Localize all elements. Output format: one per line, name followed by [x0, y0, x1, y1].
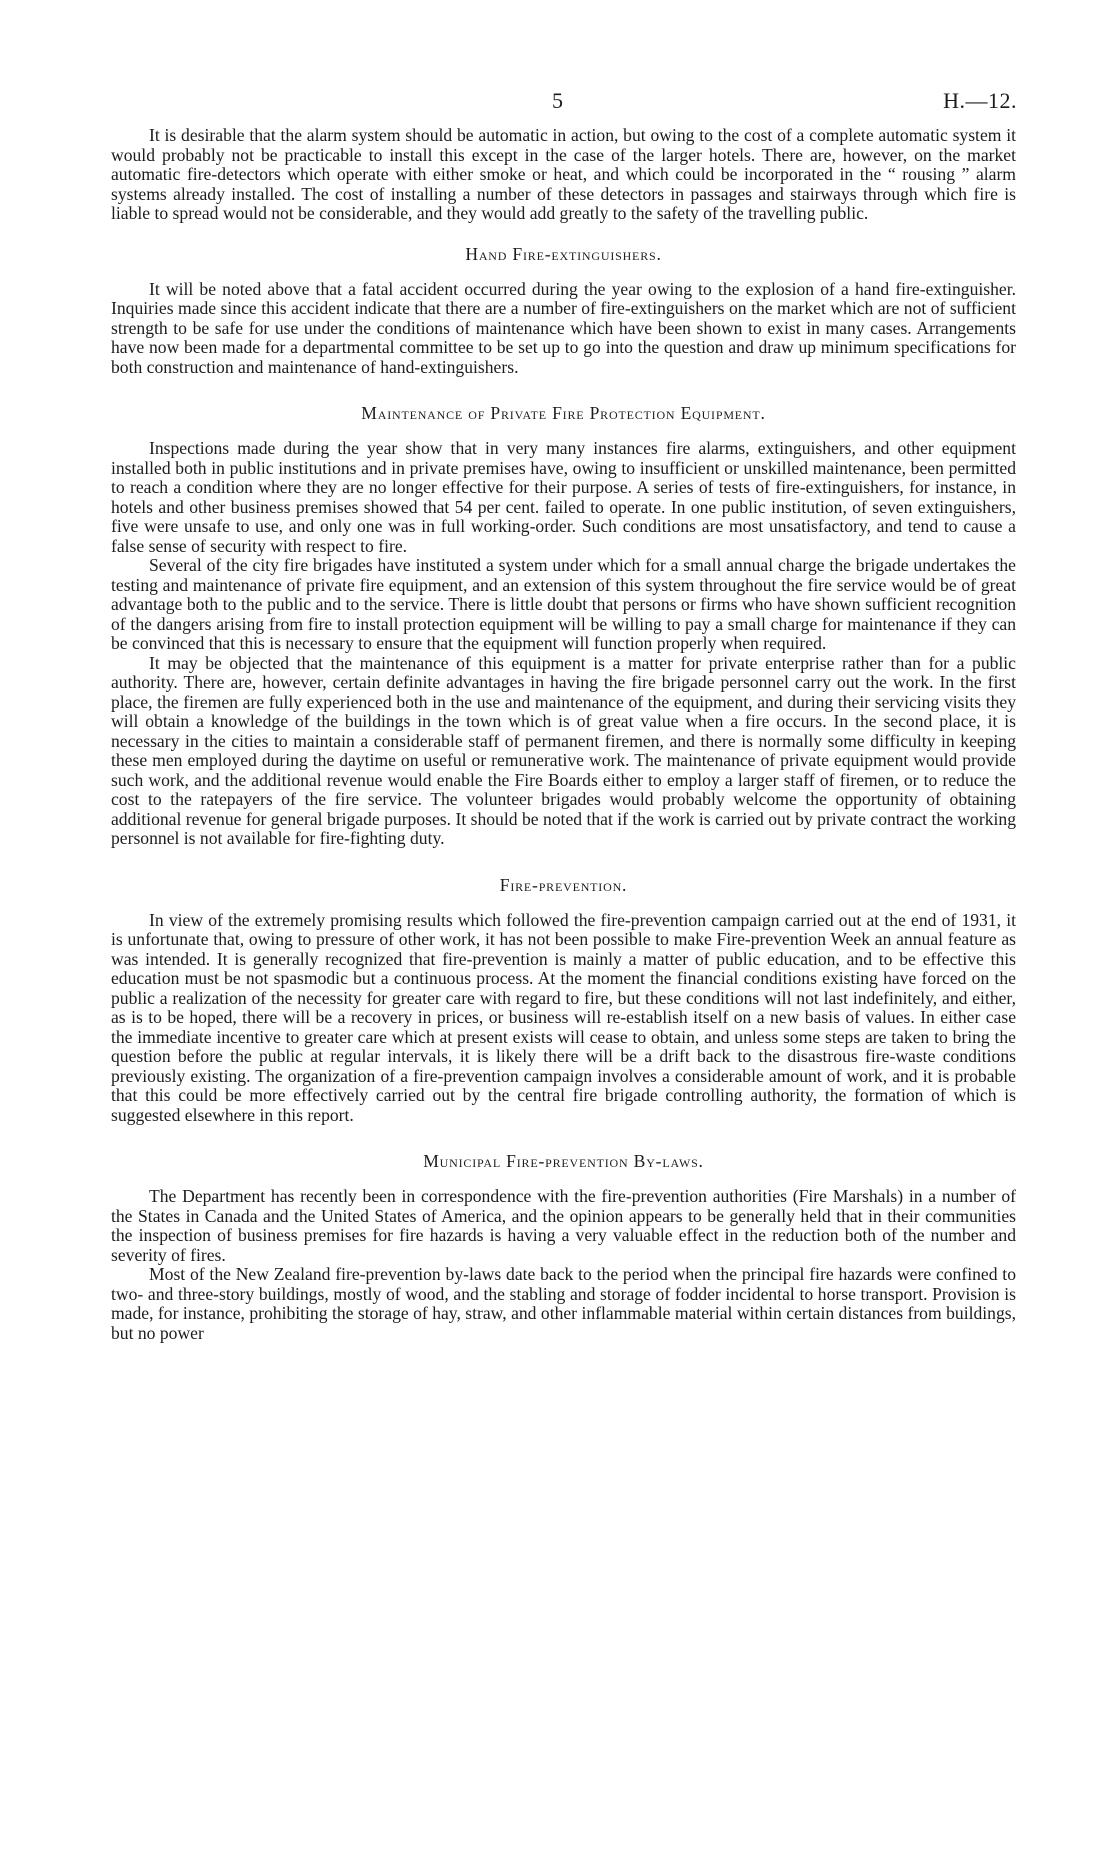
- document-page: [111, 88, 1016, 1343]
- section-hand-fire-extinguishers: [111, 244, 1016, 378]
- paragraph: In view of the extremely promising results which followed the fire-prevention campaign carried out at the end of 1931, it is unfortunate that, owing to pressure of other work, it has not been possible to make Fire-prevention Week an annual feature as was intended. It is generally recognized that fire-prevention is mainly a matter of public education, and to be effective this education must be not spasmodic but a continuous process. At the moment the financial conditions existing have forced on the public a realization of the necessity for greater care with regard to fire, but these conditions will not last indefinitely, and either, as is to be hoped, there will be a recovery in prices, or business will re-establish itself on a new basis of values. In either case the immediate incentive to greater care which at present exists will cease to obtain, and unless some steps are taken to bring the question before the public at regular intervals, it is likely there will be a drift back to the disastrous fire-waste conditions previously existing. The organization of a fire-prevention campaign involves a considerable amount of work, and it is probable that this could be more effectively carried out by the central fire brigade controlling authority, the formation of which is suggested elsewhere in this report.: [111, 909, 1016, 1125]
- section-alarm-systems: [111, 126, 1016, 224]
- page-header: [111, 88, 1016, 126]
- paragraph: Several of the city fire brigades have instituted a system under which for a small annual charge the brigade undertakes the testing and maintenance of private fire equipment, and an extension of this system throughout the fire service would be of great advantage both to the public and to the service. There is little doubt that persons or firms who have shown sufficient recognition of the dangers arising from fire to install protection equipment will be willing to pay a small charge for maintenance if they can be convinced that this is necessary to ensure that the equipment will function properly when required.: [111, 555, 1016, 653]
- section-municipal-by-laws: [111, 1151, 1016, 1343]
- section-fire-prevention: [111, 875, 1016, 1126]
- paragraph: The Department has recently been in correspondence with the fire-prevention authorities (Fire Marshals) in a number of the States in Canada and the United States of America, and the opinion appears to be generally held that in their communities the inspection of business premises for fire hazards is having a very valuable effect in the reduction both of the number and severity of fires.: [111, 1186, 1016, 1265]
- section-heading: Fire-prevention.: [499, 874, 628, 895]
- paragraph: It will be noted above that a fatal accident occurred during the year owing to the explosion of a hand fire-extinguisher. Inquiries made since this accident indicate that there are a number of fire-extinguishers on the market which are not of sufficient strength to be safe for use under the conditions of maintenance which have been shown to exist in many cases. Arrangements have now been made for a departmental committee to be set up to go into the question and draw up minimum specifications for both construction and maintenance of hand-extinguishers.: [111, 278, 1016, 377]
- paragraph: Most of the New Zealand fire-prevention by-laws date back to the period when the principal fire hazards were confined to two- and three-story buildings, mostly of wood, and the stabling and storage of fodder incidental to horse transport. Provision is made, for instance, prohibiting the storage of hay, straw, and other inflammable material within certain distances from buildings, but no power: [111, 1264, 1016, 1343]
- paragraph: It may be objected that the maintenance of this equipment is a matter for private enterprise rather than for a public authority. There are, however, certain definite advantages in having the fire brigade personnel carry out the work. In the first place, the firemen are fully experienced both in the use and maintenance of the equipment, and during their servicing visits they will obtain a knowledge of the buildings in the town which is of great value when a fire occurs. In the second place, it is necessary in the cities to maintain a considerable staff of permanent firemen, and there is normally some difficulty in keeping these men employed during the daytime on useful or remunerative work. The maintenance of private equipment would provide such work, and the additional revenue would enable the Fire Boards either to employ a larger staff of firemen, or to reduce the cost to the ratepayers of the fire service. The volunteer brigades would probably welcome the opportunity of obtaining additional revenue for general brigade purposes. It should be noted that if the work is carried out by private contract the working personnel is not available for fire-fighting duty.: [111, 652, 1016, 848]
- section-heading: Municipal Fire-prevention By-laws.: [423, 1151, 704, 1171]
- document-reference: H.—12.: [943, 88, 1017, 113]
- section-maintenance-private-equipment: [111, 403, 1016, 849]
- page-number: 5: [552, 88, 563, 113]
- paragraph: It is desirable that the alarm system should be automatic in action, but owing to the cost of a complete automatic system it would probably not be practicable to install this except in the case of the larger hotels. There are, however, on the market automatic fire-detectors which operate with either smoke or heat, and which could be incorporated in the “ rousing ” alarm systems already installed. The cost of installing a number of these detectors in passages and stairways through which fire is liable to spread would not be considerable, and they would add greatly to the safety of the travelling public.: [111, 125, 1016, 223]
- section-heading: Maintenance of Private Fire Protection Equipment.: [361, 403, 766, 423]
- section-heading: Hand Fire-extinguishers.: [465, 243, 662, 264]
- paragraph: Inspections made during the year show that in very many instances fire alarms, extinguishers, and other equipment installed both in public institutions and in private premises have, owing to insufficient or unskilled maintenance, been permitted to reach a condition where they are no longer effective for their purpose. A series of tests of fire-extinguishers, for instance, in hotels and other business premises showed that 54 per cent. failed to operate. In one public institution, of seven extinguishers, five were unsafe to use, and only one was in full working-order. Such conditions are most unsatisfactory, and tend to cause a false sense of security with respect to fire.: [111, 438, 1016, 556]
